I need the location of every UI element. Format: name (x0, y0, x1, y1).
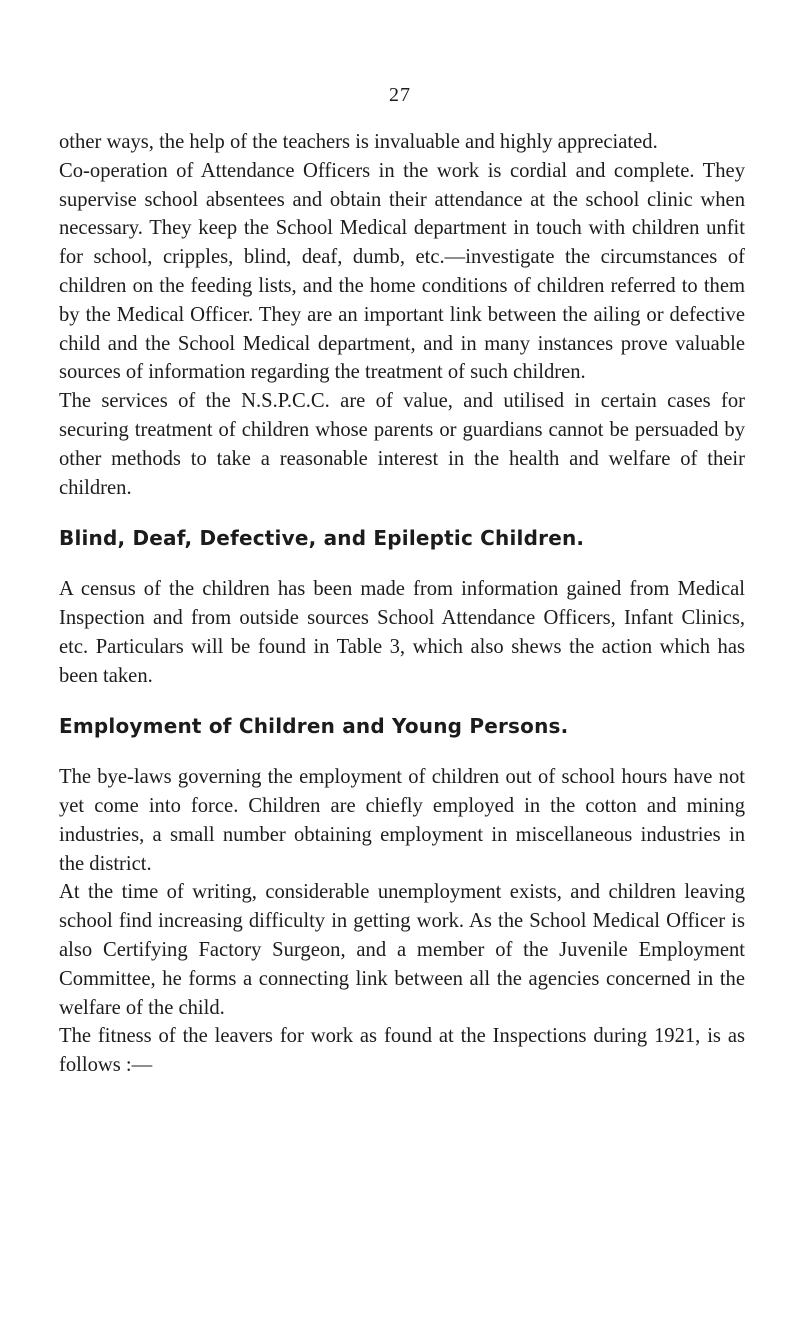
paragraph: Co-operation of Attendance Officers in the work is cordial and complete. They supervise school absentees and obtain their attendance at the school clinic when necessary. They keep the School Medical department in touch with children unfit for school, cripples, blind, deaf, dumb, etc.—investigate the circumstances of children on the feeding lists, and the home conditions of children referred to them by the Medical Officer. They are an important link between the ailing or defective child and the School Medical department, and in many instances prove valuable sources of information regarding the treatment of such children. (59, 159, 745, 384)
section-heading: Employment of Children and Young Persons. (59, 714, 569, 739)
page-number: 27 (389, 84, 411, 106)
paragraph: The fitness of the leavers for work as found at the Inspections during 1921, is as follows :— (59, 1025, 745, 1077)
paragraph: At the time of writing, considerable unemployment exists, and children leaving school find increasing difficulty in getting work. As the School Medical Officer is also Certifying Factory Surgeon, and a member of the Juvenile Employment Committee, he forms a connecting link between all the agencies concerned in the welfare of the child. (59, 881, 745, 1019)
section-heading: Blind, Deaf, Defective, and Epileptic Children. (59, 526, 585, 551)
paragraph: The bye-laws governing the employment of children out of school hours have not yet come into force. Children are chiefly employed in the cotton and mining industries, a small number obtaining employment in miscellaneous industries in the district. (59, 766, 745, 875)
paragraph: The services of the N.S.P.C.C. are of value, and utilised in certain cases for securing treatment of children whose parents or guardians cannot be persuaded by other methods to take a reasonable interest in the health and welfare of their children. (59, 390, 745, 499)
paragraph: other ways, the help of the teachers is invaluable and highly appreciated. (59, 131, 658, 153)
page-body (59, 128, 745, 1080)
paragraph: A census of the children has been made from information gained from Medical Inspection and from outside sources School Attendance Officers, Infant Clinics, etc. Particulars will be found in Table 3, which also shews the action which has been taken. (59, 578, 745, 687)
